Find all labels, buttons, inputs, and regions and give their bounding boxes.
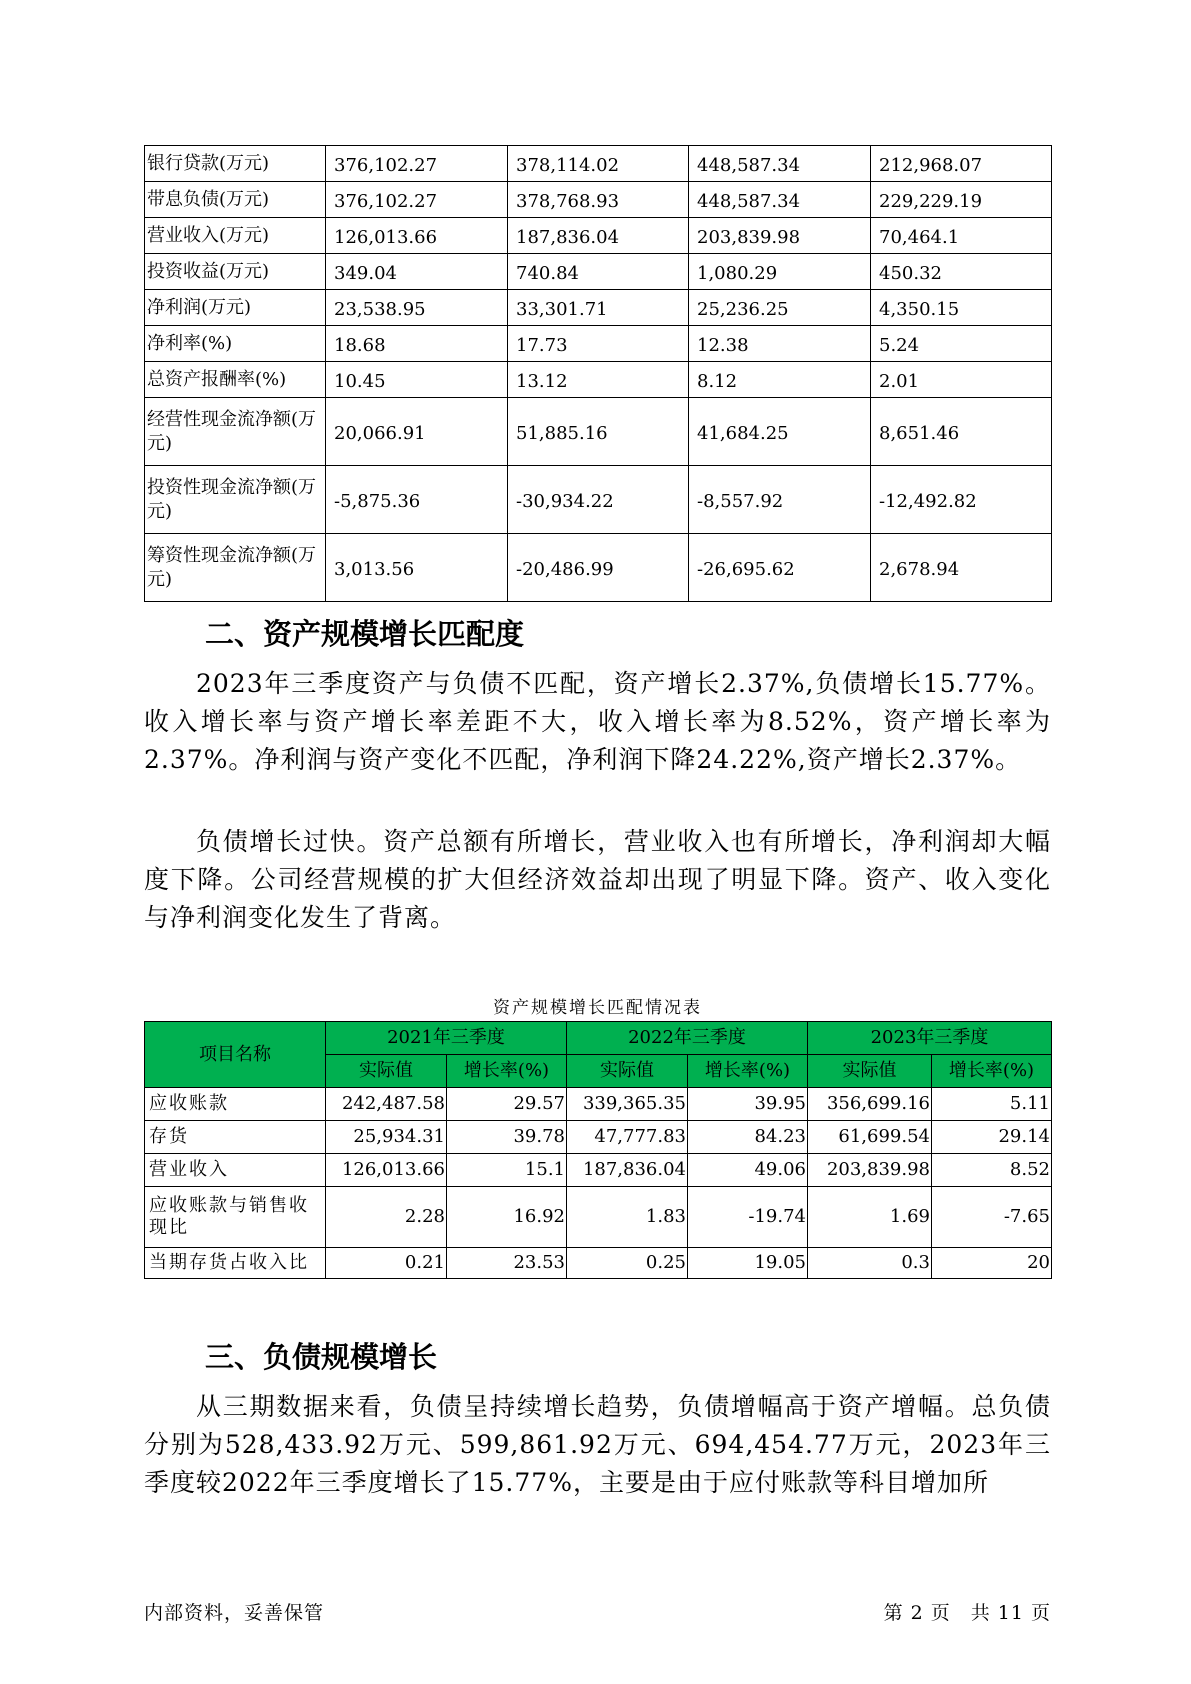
- cell-value: 17.73: [508, 326, 689, 362]
- header-period: 2023年三季度: [808, 1022, 1052, 1055]
- cell-value: 1.83: [567, 1187, 688, 1248]
- table-row: [145, 398, 1052, 466]
- cell-value: 10.45: [326, 362, 508, 398]
- cell-value: 33,301.71: [508, 290, 689, 326]
- cell-value: 2,678.94: [871, 534, 1052, 602]
- cell-value: -7.65: [932, 1187, 1052, 1248]
- cell-value: 8.52: [932, 1154, 1052, 1187]
- cell-value: 12.38: [689, 326, 871, 362]
- row-label: 投资收益(万元): [145, 254, 326, 290]
- row-label: 应收账款: [145, 1088, 326, 1121]
- header-actual: 实际值: [808, 1055, 932, 1088]
- section-heading: 三、负债规模增长: [205, 1340, 438, 1374]
- cell-value: 0.25: [567, 1248, 688, 1279]
- table-row: [145, 1187, 1052, 1248]
- cell-value: -26,695.62: [689, 534, 871, 602]
- cell-value: 376,102.27: [326, 146, 508, 182]
- cell-value: 0.3: [808, 1248, 932, 1279]
- cell-value: 1.69: [808, 1187, 932, 1248]
- row-label: 营业收入(万元): [145, 218, 326, 254]
- header-growth: 增长率(%): [688, 1055, 808, 1088]
- cell-value: 187,836.04: [567, 1154, 688, 1187]
- cell-value: 1,080.29: [689, 254, 871, 290]
- table-row: [145, 362, 1052, 398]
- header-period: 2022年三季度: [567, 1022, 808, 1055]
- table-row: [145, 290, 1052, 326]
- cell-value: 49.06: [688, 1154, 808, 1187]
- table-row: [145, 182, 1052, 218]
- cell-value: 25,236.25: [689, 290, 871, 326]
- cell-value: 18.68: [326, 326, 508, 362]
- paragraph: 2023年三季度资产与负债不匹配，资产增长2.37%,负债增长15.77%。收入增长率与资产增长率差距不大，收入增长率为8.52%，资产增长率为2.37%。净利润与资产变化不匹配，净利润下降24.22%,资产增长2.37%。: [144, 669, 1051, 774]
- cell-value: 448,587.34: [689, 182, 871, 218]
- table-row: [145, 254, 1052, 290]
- cell-value: 15.1: [447, 1154, 567, 1187]
- table-row: [145, 146, 1052, 182]
- header-growth: 增长率(%): [447, 1055, 567, 1088]
- footer-page-number: 第 2 页 共 11 页: [883, 1602, 1051, 1624]
- cell-value: 39.78: [447, 1121, 567, 1154]
- cell-value: 29.14: [932, 1121, 1052, 1154]
- section-heading: 二、资产规模增长匹配度: [205, 617, 525, 651]
- table-row: [145, 1121, 1052, 1154]
- cell-value: 187,836.04: [508, 218, 689, 254]
- cell-value: 70,464.1: [871, 218, 1052, 254]
- cell-value: 448,587.34: [689, 146, 871, 182]
- paragraph: 负债增长过快。资产总额有所增长，营业收入也有所增长，净利润却大幅度下降。公司经营规模的扩大但经济效益却出现了明显下降。资产、收入变化与净利润变化发生了背离。: [144, 827, 1051, 932]
- cell-value: 20,066.91: [326, 398, 508, 466]
- row-label: 存货: [145, 1121, 326, 1154]
- table-row: [145, 1154, 1052, 1187]
- table-row: [145, 326, 1052, 362]
- cell-value: -19.74: [688, 1187, 808, 1248]
- cell-value: 203,839.98: [808, 1154, 932, 1187]
- cell-value: 29.57: [447, 1088, 567, 1121]
- cell-value: 20: [932, 1248, 1052, 1279]
- header-period: 2021年三季度: [326, 1022, 567, 1055]
- cell-value: 126,013.66: [326, 218, 508, 254]
- row-label: 经营性现金流净额(万元): [145, 398, 326, 466]
- cell-value: 242,487.58: [326, 1088, 447, 1121]
- cell-value: -30,934.22: [508, 466, 689, 534]
- cell-value: 8.12: [689, 362, 871, 398]
- header-actual: 实际值: [326, 1055, 447, 1088]
- footer-confidential-note: 内部资料，妥善保管: [144, 1602, 325, 1624]
- cell-value: 2.01: [871, 362, 1052, 398]
- header-actual: 实际值: [567, 1055, 688, 1088]
- row-label: 净利润(万元): [145, 290, 326, 326]
- table-row: [145, 466, 1052, 534]
- cell-value: 51,885.16: [508, 398, 689, 466]
- cell-value: 740.84: [508, 254, 689, 290]
- cell-value: 378,768.93: [508, 182, 689, 218]
- cell-value: 8,651.46: [871, 398, 1052, 466]
- cell-value: 378,114.02: [508, 146, 689, 182]
- cell-value: 356,699.16: [808, 1088, 932, 1121]
- cell-value: -20,486.99: [508, 534, 689, 602]
- cell-value: 349.04: [326, 254, 508, 290]
- row-label: 投资性现金流净额(万元): [145, 466, 326, 534]
- table-row: [145, 1248, 1052, 1279]
- cell-value: -12,492.82: [871, 466, 1052, 534]
- cell-value: 5.24: [871, 326, 1052, 362]
- cell-value: 41,684.25: [689, 398, 871, 466]
- cell-value: -5,875.36: [326, 466, 508, 534]
- cell-value: 2.28: [326, 1187, 447, 1248]
- table-row: [145, 534, 1052, 602]
- cell-value: 339,365.35: [567, 1088, 688, 1121]
- row-label: 银行贷款(万元): [145, 146, 326, 182]
- cell-value: 376,102.27: [326, 182, 508, 218]
- row-label: 带息负债(万元): [145, 182, 326, 218]
- cell-value: 3,013.56: [326, 534, 508, 602]
- cell-value: 4,350.15: [871, 290, 1052, 326]
- cell-value: 23.53: [447, 1248, 567, 1279]
- paragraph: 从三期数据来看，负债呈持续增长趋势，负债增幅高于资产增幅。总负债分别为528,433.92万元、599,861.92万元、694,454.77万元，2023年三季度较2022年三季度增长了15.77%，主要是由于应付账款等科目增加所: [144, 1392, 1051, 1497]
- cell-value: 0.21: [326, 1248, 447, 1279]
- cell-value: 450.32: [871, 254, 1052, 290]
- cell-value: 203,839.98: [689, 218, 871, 254]
- cell-value: 47,777.83: [567, 1121, 688, 1154]
- cell-value: 13.12: [508, 362, 689, 398]
- cell-value: 16.92: [447, 1187, 567, 1248]
- financial-indicators-table: [144, 145, 1052, 602]
- cell-value: 61,699.54: [808, 1121, 932, 1154]
- table-row: [145, 1088, 1052, 1121]
- cell-value: 23,538.95: [326, 290, 508, 326]
- cell-value: 19.05: [688, 1248, 808, 1279]
- cell-value: 212,968.07: [871, 146, 1052, 182]
- header-growth: 增长率(%): [932, 1055, 1052, 1088]
- row-label: 净利率(%): [145, 326, 326, 362]
- row-label: 总资产报酬率(%): [145, 362, 326, 398]
- asset-growth-table: [144, 1021, 1052, 1279]
- table-caption: 资产规模增长匹配情况表: [493, 998, 702, 1018]
- header-item-name: 项目名称: [145, 1022, 326, 1088]
- row-label: 筹资性现金流净额(万元): [145, 534, 326, 602]
- row-label: 当期存货占收入比: [145, 1248, 326, 1279]
- cell-value: 5.11: [932, 1088, 1052, 1121]
- row-label: 营业收入: [145, 1154, 326, 1187]
- cell-value: 84.23: [688, 1121, 808, 1154]
- cell-value: 229,229.19: [871, 182, 1052, 218]
- cell-value: 126,013.66: [326, 1154, 447, 1187]
- cell-value: -8,557.92: [689, 466, 871, 534]
- table-row: [145, 218, 1052, 254]
- cell-value: 25,934.31: [326, 1121, 447, 1154]
- row-label: 应收账款与销售收现比: [145, 1187, 326, 1248]
- cell-value: 39.95: [688, 1088, 808, 1121]
